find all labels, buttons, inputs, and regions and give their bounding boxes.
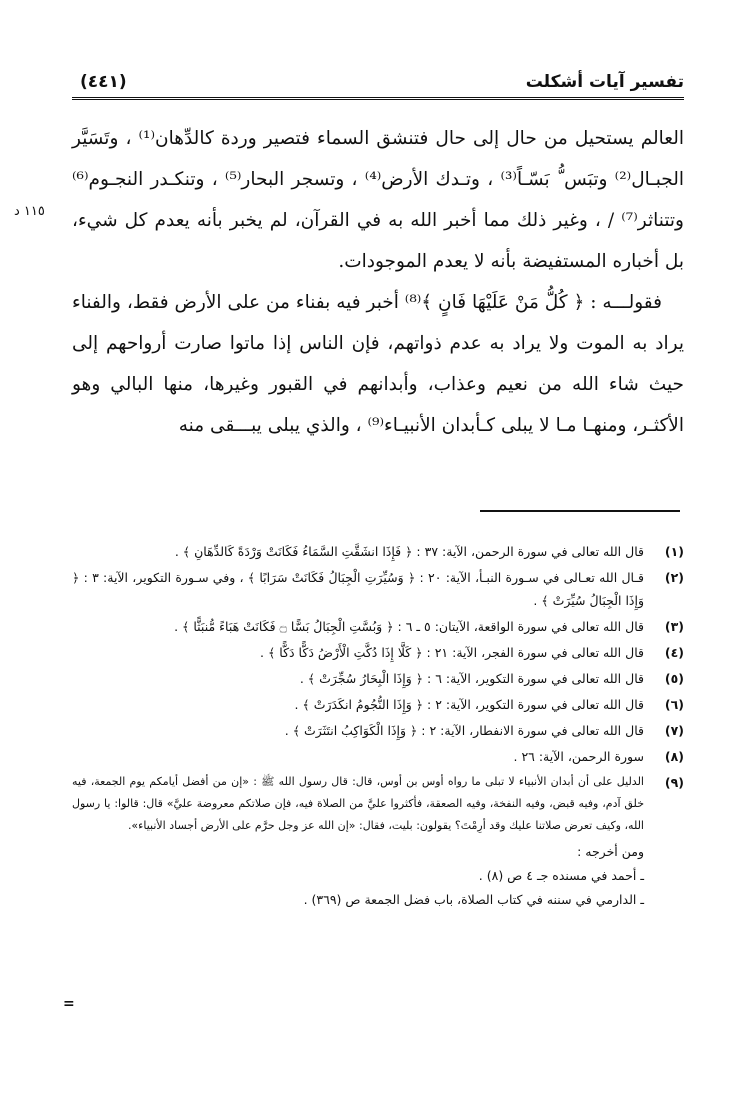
reference-item: ـ أحمد في مسنده جـ ٤ ص (٨) . [478,868,644,883]
footnote-7 [72,719,684,742]
footnote-text: قال الله تعالى في سورة الانفطار، الآية: ٢ : ﴿ وَإِذَا الْكَوَاكِبُ انتَثَرَتْ ﴾ . [284,723,644,738]
footnote-number: (٥) [664,671,684,686]
footnote-8 [72,745,684,768]
header-rule [72,97,684,100]
footnote-text: سورة الرحمن، الآية: ٢٦ . [513,749,644,764]
footnote-text: قـال الله تعـالى في سـورة النبـأ، الآية: ٢٠ : ﴿ وَسُيِّرَتِ الْجِبَالُ فَكَانَتْ سَرَابًا ﴾ ، وفي سـورة التكوير، الآية: ٣ : ﴿ وَإِذَا الْجِبَالُ سُيِّرَتْ ﴾ . [72,570,644,608]
footnote-text: قال الله تعالى في سورة التكوير، الآية: ٢ : ﴿ وَإِذَا النُّجُومُ انكَدَرَتْ ﴾ . [294,697,644,712]
hadith-references [72,840,644,912]
footnotes [72,540,684,912]
footnote-1 [72,540,684,563]
footnote-2 [72,566,684,612]
footnote-text: قال الله تعالى في سورة التكوير، الآية: ٦ : ﴿ وَإِذَا الْبِحَارُ سُجِّرَتْ ﴾ . [299,671,644,686]
footnote-number: (١) [664,544,684,559]
footnote-number: (٧) [664,723,684,738]
references-intro: ومن أخرجه : [577,844,644,859]
running-title: تفسير آيات أشكلت [525,72,684,92]
footnote-number: (٤) [664,645,684,660]
footnote-divider [480,510,680,512]
margin-note: ١١٥ د [14,204,45,219]
continuation-mark: = [63,996,75,1012]
footnote-number: (٣) [664,619,684,634]
footnote-4 [72,641,684,664]
page-number: (٤٤١) [80,72,127,92]
footnote-6 [72,693,684,716]
footnote-number: (٩) [664,775,684,790]
footnote-number: (٦) [664,697,684,712]
page-header [72,66,684,100]
footnote-text: الدليل على أن أبدان الأنبياء لا تبلى ما رواه أوس بن أوس، قال: قال رسول الله ﷺ : «إن من أفضل أيامكم يوم الجمعة، فيه خلق آدم، وفيه قبض، وفيه النفخة، وفيه الصعقة، فأكثروا عليَّ من الصلاة فيه، فإن صلاتكم معروضة عليَّ» قال: قالوا: يا رسول الله، وكيف تعرض صلاتنا عليك وقد أرِمْتَ؟ يقولون: بليت، فقال: «إن الله عز وجل حرَّم على الأرض أجساد الأنبياء». [72,775,644,832]
footnote-text: قال الله تعالى في سورة الفجر، الآية: ٢١ : ﴿ كَلَّا إِذَا دُكَّتِ الْأَرْضُ دَكًّا دَكًّا ﴾ . [260,645,644,660]
footnote-9 [72,771,684,837]
footnote-text: قال الله تعالى في سورة الرحمن، الآية: ٣٧ : ﴿ فَإِذَا انشَقَّتِ السَّمَاءُ فَكَانَتْ وَرْدَةً كَالدِّهَانِ ﴾ . [174,544,644,559]
main-text [72,118,684,446]
paragraph-2: فقولـــه : ﴿ كُلُّ مَنْ عَلَيْهَا فَانٍ ﴾⁽⁸⁾ أخبر فيه بفناء من على الأرض فقط، والفناء يراد به الموت ولا يراد به عدم ذواتهم، فإن الناس إذا ماتوا صارت أرواحهم إلى حيث شاء الله من نعيم وعذاب، وأبدانهم في القبور وغيرها، منها البالي وهو الأكثـر، ومنهـا مـا لا يبلى كـأبدان الأنبيـاء⁽⁹⁾ ، والذي يبلى يبـــقى منه [72,292,684,436]
footnote-number: (٢) [664,570,684,585]
reference-item: ـ الدارمي في سننه في كتاب الصلاة، باب فضل الجمعة ص (٣٦٩) . [303,892,644,907]
footnote-number: (٨) [664,749,684,764]
footnote-5 [72,667,684,690]
footnote-3 [72,615,684,638]
paragraph-1: العالم يستحيل من حال إلى حال فتنشق السماء فتصير وردة كالدِّهان⁽¹⁾ ، وتَسَيَّر الجبـال⁽²⁾ وتبَس ُّ بَسّـاً⁽³⁾ ، وتـدك الأرض⁽⁴⁾ ، وتسجر البحار⁽⁵⁾ ، وتنكـدر النجـوم⁽⁶⁾ وتتناثر⁽⁷⁾ / ، وغير ذلك مما أخبر الله به في القرآن، لم يخبر بأنه يعدم كل شيء، بل أخباره المستفيضة بأنه لا يعدم الموجودات. [72,128,684,272]
footnote-text: قال الله تعالى في سورة الواقعة، الآيتان: ٥ ـ ٦ : ﴿ وَبُسَّتِ الْجِبَالُ بَسًّا ۝ فَكَانَتْ هَبَاءً مُّنبَثًّا ﴾ . [174,619,644,634]
